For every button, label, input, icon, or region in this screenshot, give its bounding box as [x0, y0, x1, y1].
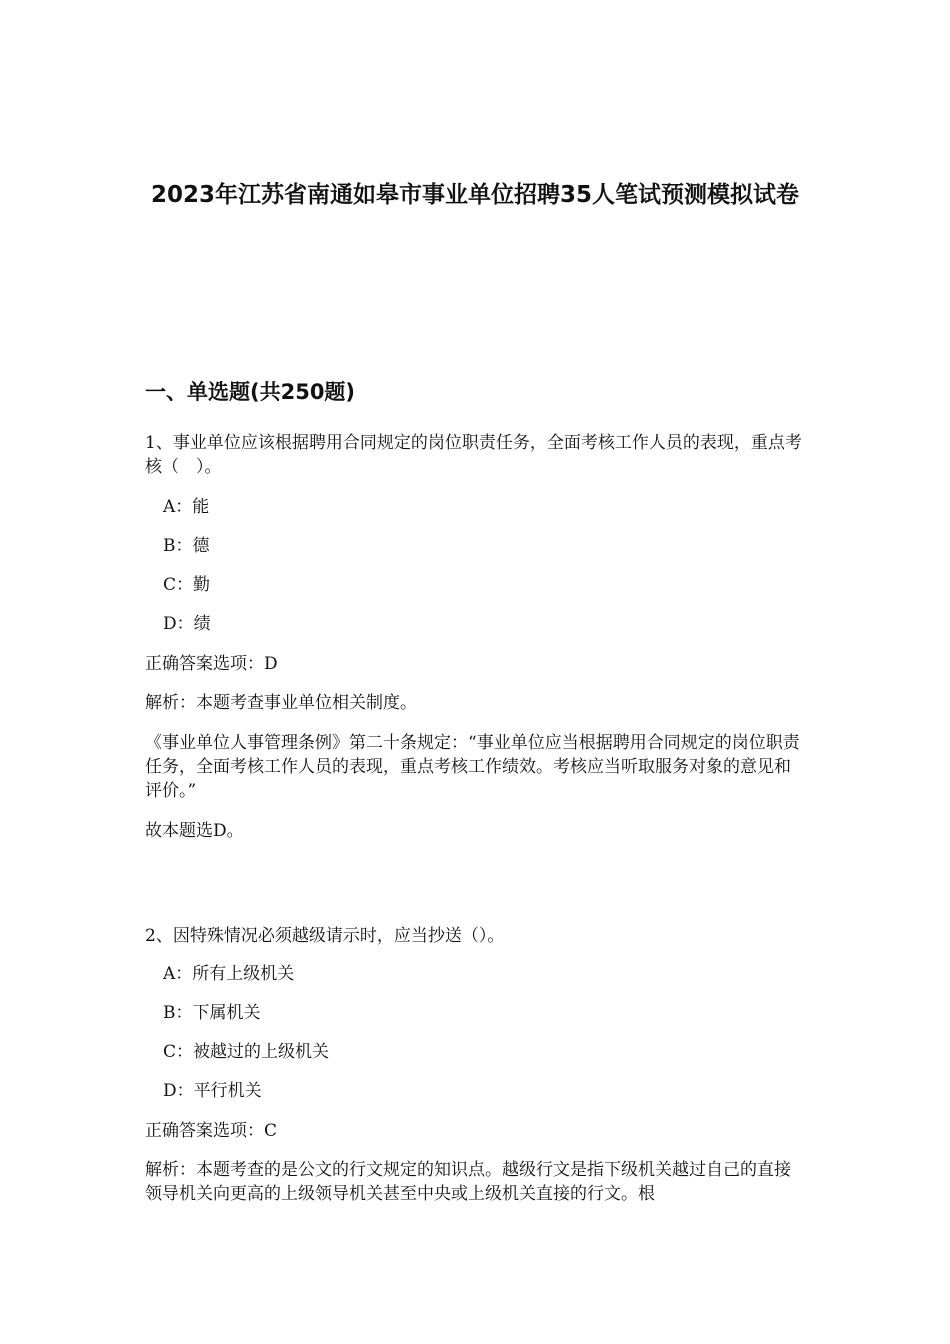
question-1-option-a: A：能	[163, 497, 210, 517]
question-1-analysis-line-3: 故本题选D。	[145, 821, 244, 841]
question-2-stem: 2、因特殊情况必须越级请示时，应当抄送（）。	[145, 926, 505, 946]
question-2-option-c: C：被越过的上级机关	[163, 1042, 330, 1062]
question-1-stem: 1、事业单位应该根据聘用合同规定的岗位职责任务，全面考核工作人员的表现，重点考核（ ）。	[145, 433, 802, 477]
question-1-analysis-line-1: 解析：本题考查事业单位相关制度。	[145, 693, 417, 713]
question-2-option-b: B：下属机关	[163, 1003, 261, 1023]
question-2-option-a: A：所有上级机关	[163, 964, 295, 984]
question-1-analysis-line-2: 《事业单位人事管理条例》第二十条规定：“事业单位应当根据聘用合同规定的岗位职责任务，全面考核工作人员的表现，重点考核工作绩效。考核应当听取服务对象的意见和评价。”	[145, 733, 800, 801]
question-2-analysis-line-1: 解析：本题考查的是公文的行文规定的知识点。越级行文是指下级机关越过自己的直接领导机关向更高的上级领导机关甚至中央或上级机关直接的行文。根	[145, 1160, 791, 1204]
question-2-answer: 正确答案选项：C	[145, 1121, 278, 1141]
question-2-option-d: D：平行机关	[163, 1081, 262, 1101]
document-title: 2023年江苏省南通如皋市事业单位招聘35人笔试预测模拟试卷	[150, 182, 800, 208]
question-1-option-c: C：勤	[163, 575, 211, 595]
question-1-option-d: D：绩	[163, 614, 211, 634]
question-1-answer: 正确答案选项：D	[145, 654, 278, 674]
question-1-option-b: B：德	[163, 536, 210, 556]
section-heading: 一、单选题(共250题)	[145, 380, 356, 404]
